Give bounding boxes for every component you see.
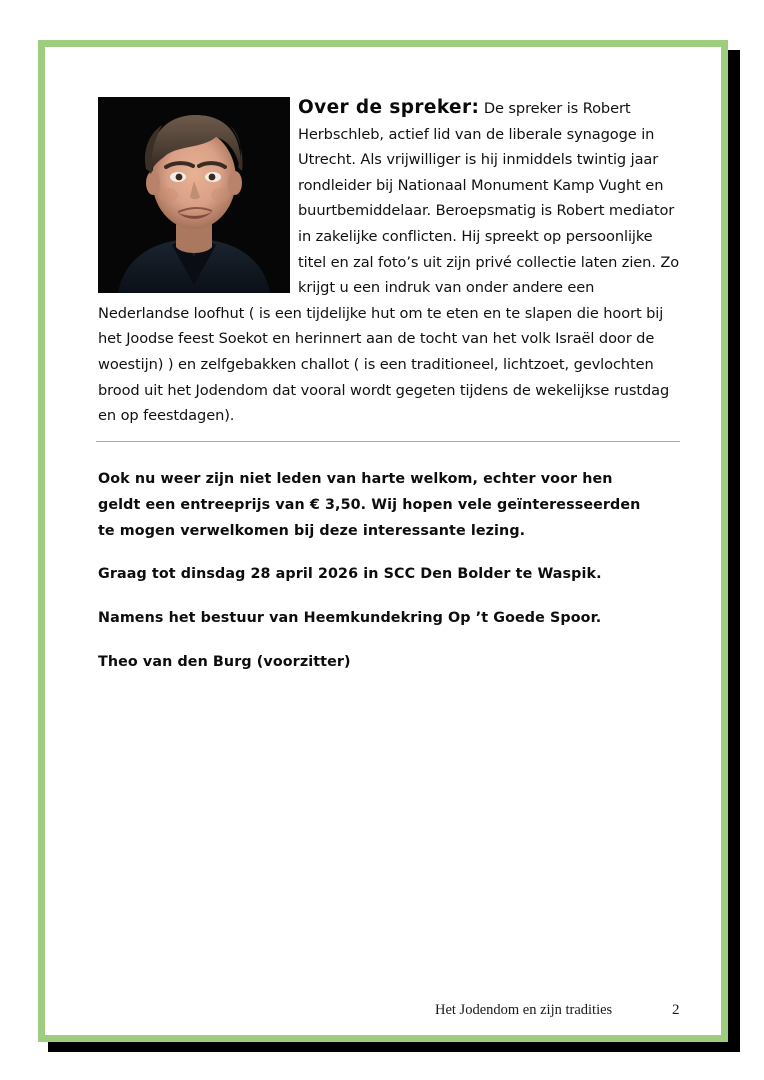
closing-section [98,467,678,676]
speaker-photo [98,97,290,293]
speaker-bio-body: De spreker is Robert Herbschleb, actief lid van de liberale synagoge in Utrecht. Als vrijwilliger is hij inmiddels twintig jaar rondleider bij Nationaal Monument Kamp Vught en buurtbemiddelaar. Beroepsmatig is Robert mediator in zakelijke conflicten. Hij spreekt op persoonlijke titel en zal foto’s uit zijn privé collectie laten zien. Zo krijgt u een indruk van onder andere een Nederlandse loofhut ( is een tijdelijke hut om te eten en te slapen die hoort bij het Joodse feest Soekot en herinnert aan de tocht van het volk Israël door de woestijn) ) en zelfgebakken challot ( is een traditioneel, lichtzoet, gevlochten brood uit het Jodendom dat vooral wordt gegeten tijdens de wekelijkse rustdag en op feestdagen). [98,100,680,425]
page-content-area [45,47,721,1035]
portrait-illustration [98,97,290,293]
document-page [38,40,728,1042]
closing-board-paragraph: Namens het bestuur van Heemkundekring Op ’t Goede Spoor. [98,610,602,627]
page-footer [45,1002,721,1026]
speaker-section [98,95,680,429]
section-divider [96,441,680,442]
closing-welcome-paragraph: Ook nu weer zijn niet leden van harte welkom, echter voor hen geldt een entreeprijs van € 3,50. Wij hopen vele geïnteresseerden te mogen verwelkomen bij deze interessante lezing. [98,471,641,539]
footer-document-title: Het Jodendom en zijn tradities [435,1002,613,1018]
closing-signature-paragraph: Theo van den Burg (voorzitter) [98,653,351,670]
speaker-heading: Over de spreker: [298,97,480,118]
footer-page-number: 2 [672,1002,680,1018]
closing-date-paragraph: Graag tot dinsdag 28 april 2026 in SCC Den Bolder te Waspik. [98,566,602,583]
